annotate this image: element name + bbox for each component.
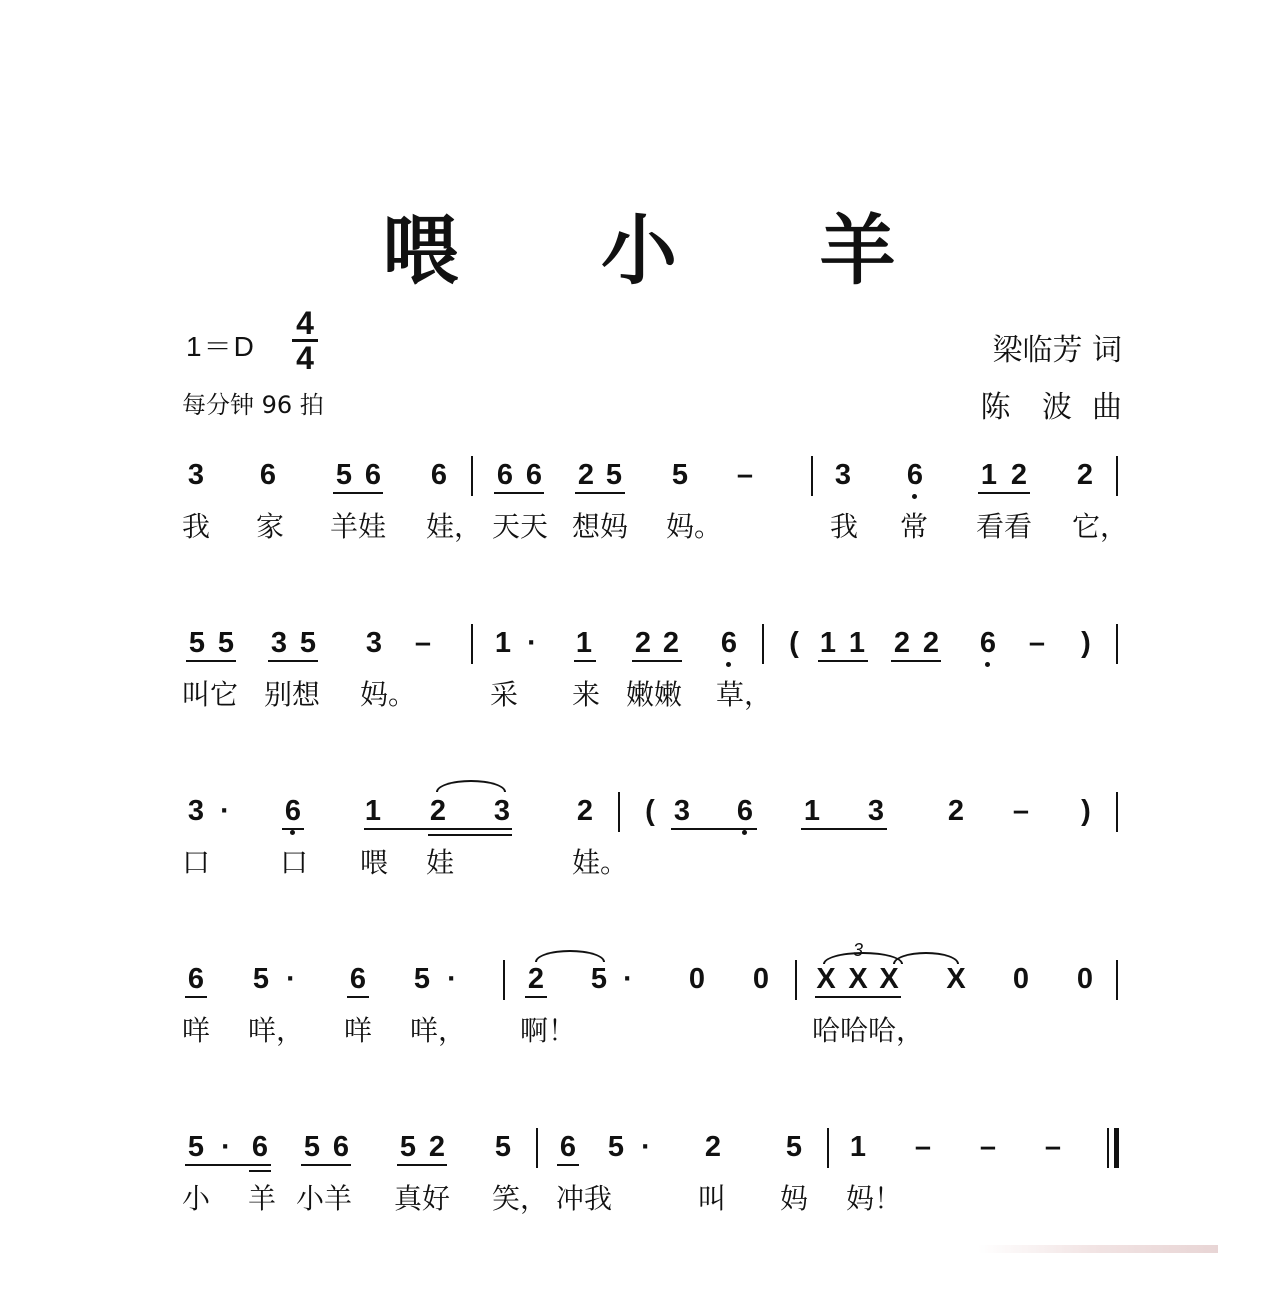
underline (575, 492, 625, 494)
note: – (979, 1131, 997, 1163)
note: 1 (575, 627, 593, 659)
underline (185, 1164, 271, 1166)
lyric: 我 (830, 510, 859, 543)
note: 2 (428, 1131, 446, 1163)
note: 0 (1012, 963, 1030, 995)
underline (671, 828, 757, 830)
lyric: 羊 (248, 1182, 277, 1215)
underline (632, 660, 682, 662)
note: 3 (834, 459, 852, 491)
barline (1116, 960, 1118, 1000)
note: 1 (494, 627, 512, 659)
note: 6 (284, 795, 302, 827)
lyric: 妈。 (666, 510, 723, 543)
note: 5 (494, 1131, 512, 1163)
note: · (286, 963, 296, 995)
note: 5 (303, 1131, 321, 1163)
lyric: 妈 (780, 1182, 809, 1215)
barline (503, 960, 505, 1000)
lyric: 笑， (492, 1182, 549, 1215)
paren-open: ( (645, 795, 655, 827)
note: 6 (259, 459, 277, 491)
underline (557, 1164, 579, 1166)
lyric: 小 (182, 1182, 211, 1215)
barline (762, 624, 764, 664)
lyric: 它， (1072, 510, 1129, 543)
barline (1116, 456, 1118, 496)
lyric: 咩 (344, 1014, 373, 1047)
underline (525, 996, 547, 998)
underline (818, 660, 868, 662)
underline-double (428, 834, 512, 836)
lyric: 妈！ (846, 1182, 903, 1215)
note: 2 (704, 1131, 722, 1163)
note: 6 (736, 795, 754, 827)
lyric: 看看 (976, 510, 1033, 543)
note: 6 (364, 459, 382, 491)
underline (186, 660, 236, 662)
song-title: 喂 小 羊 (382, 206, 954, 295)
lyric: 冲我 (556, 1182, 613, 1215)
note: 3 (365, 627, 383, 659)
lyric: 咩， (248, 1014, 305, 1047)
barline (795, 960, 797, 1000)
note: · (221, 1131, 231, 1163)
note: 5 (252, 963, 270, 995)
note: X (848, 963, 868, 995)
note: 3 (270, 627, 288, 659)
note: 3 (673, 795, 691, 827)
barline (471, 624, 473, 664)
underline (333, 492, 383, 494)
underline-double (249, 1170, 271, 1172)
note: 2 (634, 627, 652, 659)
note: 5 (187, 1131, 205, 1163)
composer-credit (980, 382, 1122, 426)
note: 1 (803, 795, 821, 827)
lyric: 小羊 (296, 1182, 353, 1215)
note: 2 (893, 627, 911, 659)
note: 5 (590, 963, 608, 995)
paren-open: ( (789, 627, 799, 659)
note: · (527, 627, 537, 659)
lyric: 妈。 (360, 678, 417, 711)
lyric: 来 (572, 678, 601, 711)
barline (827, 1128, 829, 1168)
composer-name: 陈 波 (980, 390, 1072, 425)
note: 2 (922, 627, 940, 659)
barline (1116, 624, 1118, 664)
music-line-4 (0, 940, 1278, 1082)
lyric: 嫩嫩 (626, 678, 683, 711)
note: 0 (688, 963, 706, 995)
note: 2 (947, 795, 965, 827)
lyric: 采 (490, 678, 519, 711)
time-signature-bottom: 4 (296, 340, 314, 376)
note: 6 (559, 1131, 577, 1163)
note: · (220, 795, 230, 827)
lyric: 想妈 (572, 510, 629, 543)
note: X (879, 963, 899, 995)
note: · (641, 1131, 651, 1163)
underline (364, 828, 512, 830)
final-barline-thin (1107, 1128, 1109, 1168)
note: 3 (187, 459, 205, 491)
lyric: 真好 (394, 1182, 451, 1215)
note: – (914, 1131, 932, 1163)
underline (815, 996, 901, 998)
note: 5 (413, 963, 431, 995)
underline (801, 828, 887, 830)
barline (811, 456, 813, 496)
paren-close: ) (1081, 795, 1091, 827)
lyric: 天天 (492, 510, 549, 543)
lyric: 口 (280, 846, 309, 879)
lyric: 娃 (426, 846, 455, 879)
low-octave-dot (985, 662, 990, 667)
underline (268, 660, 318, 662)
note: 6 (906, 459, 924, 491)
low-octave-dot (912, 494, 917, 499)
low-octave-dot (742, 830, 747, 835)
note: 6 (430, 459, 448, 491)
note: 5 (605, 459, 623, 491)
final-barline-thick (1114, 1128, 1119, 1168)
lyric: 羊娃 (330, 510, 387, 543)
note: 1 (980, 459, 998, 491)
note: 6 (332, 1131, 350, 1163)
lyric: 口 (182, 846, 211, 879)
lyricist-credit: 梁临芳 词 (992, 333, 1122, 368)
barline (536, 1128, 538, 1168)
note: – (1012, 795, 1030, 827)
note: 0 (752, 963, 770, 995)
watermark-logo (978, 1245, 1218, 1253)
note: 6 (187, 963, 205, 995)
note: 6 (720, 627, 738, 659)
note: X (946, 963, 966, 995)
music-line-3 (0, 794, 1278, 914)
lyric: 别想 (264, 678, 321, 711)
note: 5 (785, 1131, 803, 1163)
note: 3 (867, 795, 885, 827)
music-line-2 (0, 626, 1278, 746)
note: 2 (1010, 459, 1028, 491)
note: X (816, 963, 836, 995)
note: 5 (188, 627, 206, 659)
note: 5 (671, 459, 689, 491)
note: – (1028, 627, 1046, 659)
slur (436, 780, 506, 792)
underline (397, 1164, 447, 1166)
note: 2 (429, 795, 447, 827)
underline (574, 660, 596, 662)
underline (185, 996, 207, 998)
note: 5 (399, 1131, 417, 1163)
key-signature: 1＝D (186, 331, 256, 362)
underline (494, 492, 544, 494)
lyric: 哈哈哈， (812, 1014, 925, 1047)
lyric: 咩， (410, 1014, 467, 1047)
underline (301, 1164, 351, 1166)
note: · (447, 963, 457, 995)
note: 6 (496, 459, 514, 491)
note: 2 (577, 459, 595, 491)
note: 1 (819, 627, 837, 659)
note: · (623, 963, 633, 995)
note: 5 (607, 1131, 625, 1163)
low-octave-dot (290, 830, 295, 835)
lyric: 常 (900, 510, 929, 543)
paren-close: ) (1081, 627, 1091, 659)
note: 1 (364, 795, 382, 827)
note: 2 (662, 627, 680, 659)
note: 3 (187, 795, 205, 827)
barline (1116, 792, 1118, 832)
note: – (1044, 1131, 1062, 1163)
note: 6 (349, 963, 367, 995)
lyric: 叫它 (182, 678, 239, 711)
barline (471, 456, 473, 496)
lyric: 家 (256, 510, 285, 543)
note: 6 (525, 459, 543, 491)
lyric: 娃。 (572, 846, 629, 879)
underline (978, 492, 1030, 494)
triplet-mark: 3 (853, 940, 864, 960)
lyric: 叫 (698, 1182, 727, 1215)
lyric: 喂 (360, 846, 389, 879)
underline (282, 828, 304, 830)
note: 6 (251, 1131, 269, 1163)
note: 2 (527, 963, 545, 995)
low-octave-dot (726, 662, 731, 667)
note: 2 (576, 795, 594, 827)
music-line-5 (0, 1130, 1278, 1250)
barline (618, 792, 620, 832)
note: – (736, 459, 754, 491)
lyric: 啊！ (520, 1014, 577, 1047)
note: 1 (849, 1131, 867, 1163)
lyric: 咩 (182, 1014, 211, 1047)
note: 2 (1076, 459, 1094, 491)
note: – (414, 627, 432, 659)
underline (347, 996, 369, 998)
composer-suffix: 曲 (1092, 390, 1122, 425)
lyric: 我 (182, 510, 211, 543)
lyric: 草， (716, 678, 773, 711)
slur (535, 950, 605, 962)
note: 5 (299, 627, 317, 659)
note: 5 (335, 459, 353, 491)
lyric: 娃， (426, 510, 483, 543)
time-signature-top: 4 (296, 305, 314, 341)
tempo-marking: 每分钟 96 拍 (182, 391, 324, 419)
note: 3 (493, 795, 511, 827)
underline (891, 660, 941, 662)
note: 1 (848, 627, 866, 659)
time-signature (292, 305, 318, 376)
note: 0 (1076, 963, 1094, 995)
music-line-1 (0, 458, 1278, 578)
note: 6 (979, 627, 997, 659)
note: 5 (217, 627, 235, 659)
